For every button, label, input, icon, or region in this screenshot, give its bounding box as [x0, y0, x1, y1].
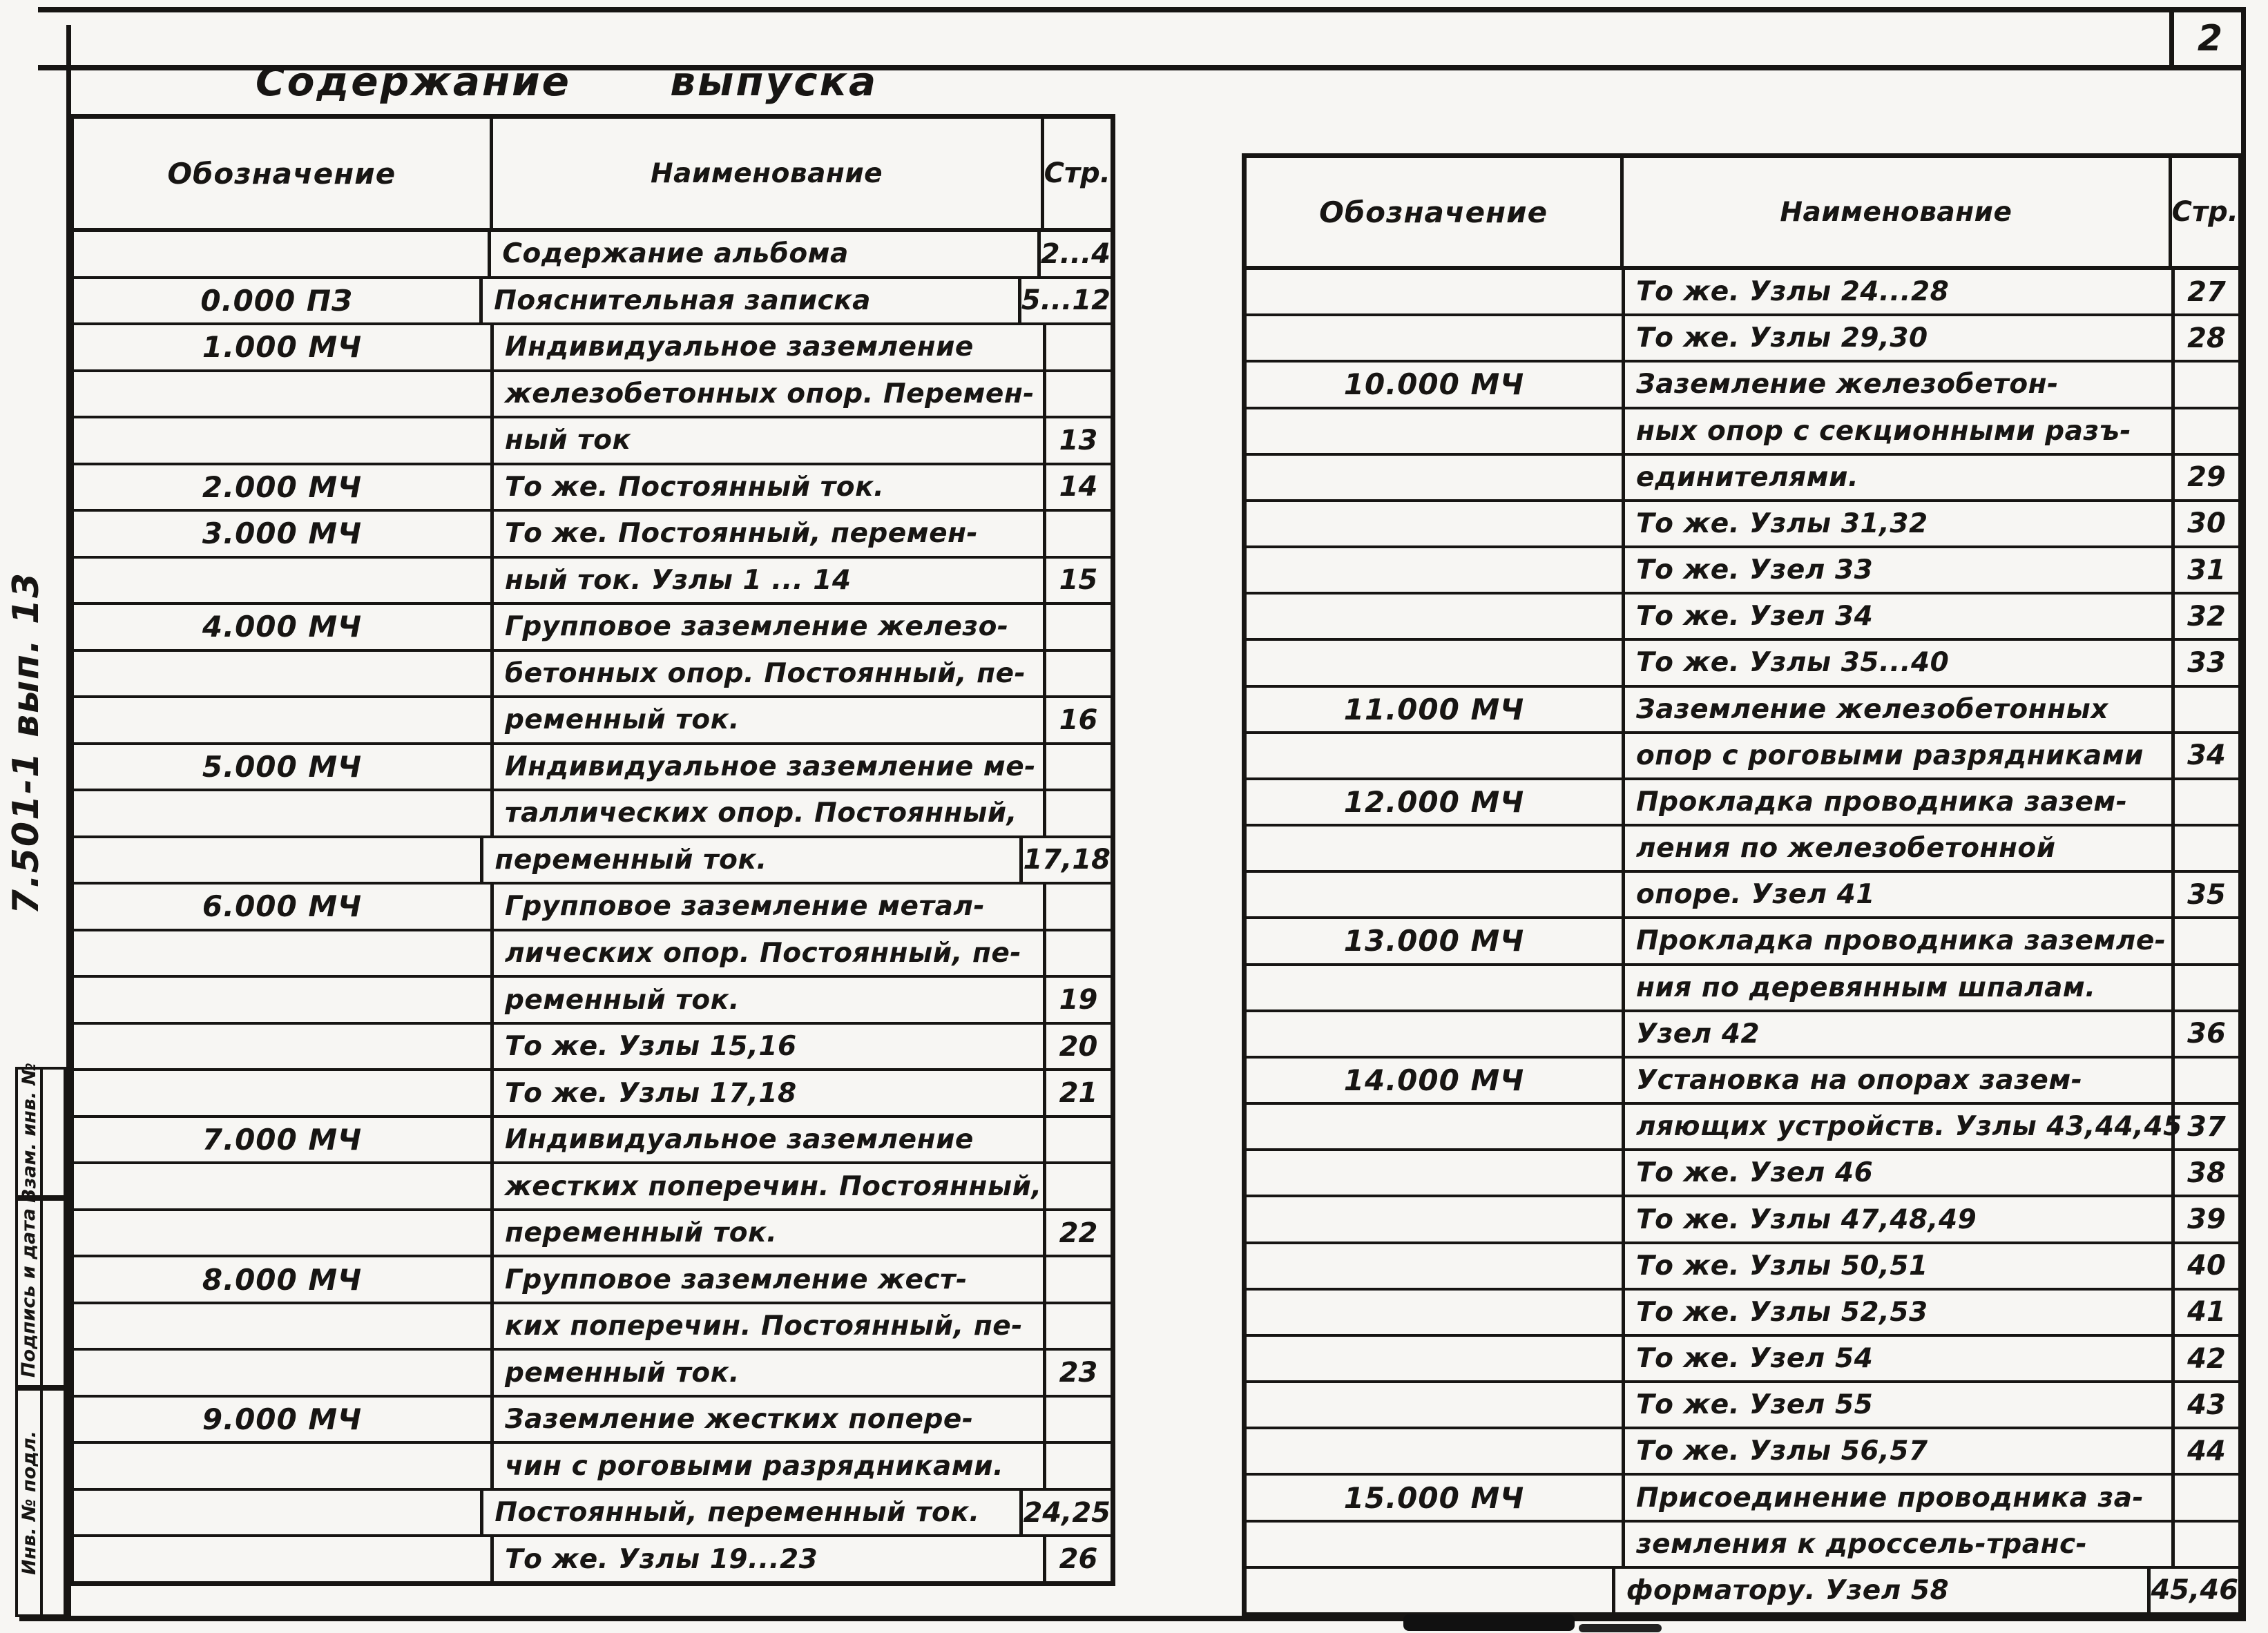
- stamp-box-podpis-data: [15, 1198, 66, 1388]
- cell-name: ременный ток.: [494, 978, 1046, 1022]
- cell-page: 24,25: [1023, 1496, 1111, 1529]
- table-header: [74, 119, 1111, 232]
- cell-name: То же. Узлы 19...23: [494, 1537, 1046, 1581]
- cell-name: ременный ток.: [494, 698, 1046, 742]
- cell-name: Прокладка проводника заземле-: [1625, 919, 2175, 963]
- cell-designation: [74, 1164, 494, 1208]
- table-row: [74, 325, 1111, 372]
- cell-page: 28: [2187, 322, 2226, 354]
- cell-designation: 13.000 МЧ: [1247, 919, 1625, 963]
- cell-designation: [74, 1444, 494, 1488]
- table-row: [74, 885, 1111, 931]
- cell-designation: 0.000 ПЗ: [74, 279, 483, 323]
- cell-name: То же. Узлы 17,18: [494, 1071, 1046, 1115]
- cell-page: [1046, 1257, 1111, 1302]
- table-row: [1247, 966, 2238, 1012]
- table-row: [74, 1257, 1111, 1304]
- cell-designation: [1247, 456, 1625, 499]
- table-row: [74, 605, 1111, 652]
- cell-page: [2175, 966, 2238, 1009]
- cell-page: 38: [2187, 1157, 2226, 1189]
- table-row: [1247, 827, 2238, 873]
- table-row: [74, 232, 1111, 279]
- cell-page: [2175, 827, 2238, 870]
- cell-name: бетонных опор. Постоянный, пе-: [494, 652, 1046, 696]
- table-row: [74, 745, 1111, 792]
- cell-designation: [1247, 595, 1625, 638]
- cell-designation: [1247, 1244, 1625, 1288]
- table-row: [74, 279, 1111, 326]
- cell-designation: [74, 1351, 494, 1395]
- cell-name: Заземление жестких попере-: [494, 1398, 1046, 1442]
- cell-designation: [74, 232, 491, 276]
- cell-designation: [74, 1071, 494, 1115]
- cell-page: 13: [1059, 424, 1098, 456]
- table-row: [74, 1444, 1111, 1491]
- cell-name: Установка на опорах зазем-: [1625, 1059, 2175, 1102]
- cell-name: ких поперечин. Постоянный, пе-: [494, 1304, 1046, 1349]
- cell-designation: [1247, 1291, 1625, 1334]
- header-page: Стр.: [2171, 196, 2238, 228]
- cell-page: 39: [2187, 1204, 2226, 1236]
- table-header: [1247, 158, 2238, 270]
- cell-designation: [74, 1304, 494, 1349]
- cell-designation: [1247, 270, 1625, 313]
- contents-table-left: [69, 114, 1115, 1586]
- cell-page: 26: [1059, 1543, 1098, 1576]
- cell-designation: [74, 698, 494, 742]
- table-row: [1247, 1383, 2238, 1429]
- cell-designation: [1247, 641, 1625, 684]
- table-row: [1247, 1429, 2238, 1476]
- cell-designation: 14.000 МЧ: [1247, 1059, 1625, 1102]
- cell-designation: [74, 1025, 494, 1069]
- table-row: [1247, 1476, 2238, 1522]
- table-row: [1247, 919, 2238, 965]
- cell-name: То же. Узлы 29,30: [1625, 316, 2175, 360]
- table-row: [74, 1491, 1111, 1538]
- cell-page: [1046, 1164, 1111, 1208]
- cell-name: То же. Узел 55: [1625, 1383, 2175, 1427]
- cell-name: переменный ток.: [494, 1211, 1046, 1255]
- cell-page: 2...4: [1040, 238, 1111, 270]
- cell-name: То же. Узлы 35...40: [1625, 641, 2175, 684]
- cell-designation: [74, 652, 494, 696]
- cell-designation: [74, 1491, 483, 1535]
- cell-designation: [74, 1537, 494, 1581]
- table-row: [74, 1025, 1111, 1072]
- cell-designation: [74, 791, 494, 835]
- cell-page: 35: [2187, 878, 2226, 911]
- cell-designation: 9.000 МЧ: [74, 1398, 494, 1442]
- cell-page: 40: [2187, 1250, 2226, 1282]
- cell-page: [2175, 1059, 2238, 1102]
- table-row: [1247, 641, 2238, 687]
- cell-name: Пояснительная записка: [483, 279, 1021, 323]
- table-row: [74, 652, 1111, 699]
- cell-name: Индивидуальное заземление ме-: [494, 745, 1046, 789]
- cell-designation: [1247, 1523, 1625, 1566]
- table-row: [1247, 595, 2238, 641]
- cell-page: [2175, 688, 2238, 731]
- table-row: [1247, 1337, 2238, 1383]
- cell-page: 17,18: [1023, 844, 1111, 876]
- cell-name: То же. Узел 46: [1625, 1151, 2175, 1195]
- cell-page: 16: [1059, 704, 1098, 736]
- table-row: [74, 1211, 1111, 1258]
- cell-designation: [1247, 409, 1625, 453]
- cell-page: 14: [1059, 471, 1098, 503]
- table-row: [74, 978, 1111, 1025]
- cell-page: 33: [2187, 646, 2226, 679]
- cell-name: Заземление железобетонных: [1625, 688, 2175, 731]
- cell-name: жестких поперечин. Постоянный,: [494, 1164, 1046, 1208]
- table-row: [74, 1118, 1111, 1165]
- cell-page: [1046, 885, 1111, 929]
- cell-designation: [74, 1211, 494, 1255]
- cell-name: То же. Узлы 56,57: [1625, 1429, 2175, 1473]
- table-row: [74, 372, 1111, 419]
- table-row: [74, 838, 1111, 885]
- cell-page: 5...12: [1021, 284, 1111, 317]
- table-row: [1247, 1291, 2238, 1337]
- cell-name: То же. Постоянный, перемен-: [494, 512, 1046, 556]
- cell-name: Присоединение проводника за-: [1625, 1476, 2175, 1519]
- cell-designation: [1247, 827, 1625, 870]
- cell-name: ременный ток.: [494, 1351, 1046, 1395]
- cell-designation: 15.000 МЧ: [1247, 1476, 1625, 1519]
- cell-page: [1046, 325, 1111, 369]
- cell-name: Индивидуальное заземление: [494, 1118, 1046, 1162]
- cell-designation: [1247, 316, 1625, 360]
- table-row: [74, 698, 1111, 745]
- cell-page: 31: [2187, 554, 2226, 586]
- cell-name: ный ток. Узлы 1 ... 14: [494, 559, 1046, 603]
- table-row: [1247, 1244, 2238, 1291]
- cell-designation: [1247, 548, 1625, 592]
- cell-name: переменный ток.: [483, 838, 1023, 882]
- cell-page: [1046, 931, 1111, 976]
- stamp-box-vzam-inv: [15, 1062, 66, 1203]
- cell-page: 36: [2187, 1018, 2226, 1050]
- cell-designation: 8.000 МЧ: [74, 1257, 494, 1302]
- cell-designation: [74, 931, 494, 976]
- cell-page: 20: [1059, 1030, 1098, 1063]
- cell-designation: [74, 838, 483, 882]
- scan-smudge: [1403, 1614, 1575, 1631]
- cell-name: ления по железобетонной: [1625, 827, 2175, 870]
- cell-name: земления к дроссель-транс-: [1625, 1523, 2175, 1566]
- cell-designation: 2.000 МЧ: [74, 465, 494, 510]
- cell-page: 22: [1059, 1217, 1098, 1249]
- cell-designation: [1247, 1151, 1625, 1195]
- cell-page: 43: [2187, 1389, 2226, 1421]
- cell-name: ляющих устройств. Узлы 43,44,45: [1625, 1105, 2175, 1148]
- cell-designation: 10.000 МЧ: [1247, 363, 1625, 406]
- cell-name: Содержание альбома: [491, 232, 1040, 276]
- cell-designation: [1247, 873, 1625, 916]
- cell-page: [1046, 1444, 1111, 1488]
- table-row: [1247, 1569, 2238, 1612]
- cell-designation: 12.000 МЧ: [1247, 780, 1625, 824]
- table-row: [74, 512, 1111, 559]
- cell-page: 21: [1059, 1077, 1098, 1110]
- header-name: Наименование: [1624, 158, 2171, 266]
- cell-name: То же. Узел 33: [1625, 548, 2175, 592]
- cell-page: 30: [2187, 508, 2226, 540]
- table-row: [1247, 363, 2238, 409]
- contents-table-right: [1242, 153, 2243, 1617]
- cell-page: 41: [2187, 1296, 2226, 1328]
- cell-name: То же. Узлы 31,32: [1625, 502, 2175, 545]
- table-row: [74, 1304, 1111, 1351]
- table-row: [74, 1164, 1111, 1211]
- cell-name: опор с роговыми разрядниками: [1625, 734, 2175, 777]
- cell-name: лических опор. Постоянный, пе-: [494, 931, 1046, 976]
- cell-name: ных опор с секционными разъ-: [1625, 409, 2175, 453]
- cell-designation: [1247, 966, 1625, 1009]
- stamp-label-vzam-inv: Взам. инв. №: [18, 1062, 40, 1203]
- stamp-label-podpis-data: Подпись и дата: [18, 1208, 40, 1378]
- cell-designation: [1247, 1429, 1625, 1473]
- table-row: [1247, 316, 2238, 363]
- cell-designation: [1247, 502, 1625, 545]
- table-row: [1247, 1523, 2238, 1569]
- cell-name: То же. Узлы 15,16: [494, 1025, 1046, 1069]
- cell-name: То же. Узел 34: [1625, 595, 2175, 638]
- cell-name: Групповое заземление жест-: [494, 1257, 1046, 1302]
- page-title: Содержание выпуска: [256, 58, 878, 105]
- cell-designation: [1247, 1012, 1625, 1056]
- cell-name: единителями.: [1625, 456, 2175, 499]
- stamp-box-inv-podl: [15, 1388, 66, 1617]
- table-row: [74, 559, 1111, 606]
- cell-page: [2175, 409, 2238, 453]
- table-row: [1247, 270, 2238, 316]
- cell-page: 44: [2187, 1435, 2226, 1467]
- stamp-label-inv-podl: Инв. № подл.: [18, 1430, 40, 1575]
- cell-page: [2175, 1476, 2238, 1519]
- cell-designation: [1247, 1337, 1625, 1380]
- cell-name: форматору. Узел 58: [1615, 1569, 2151, 1612]
- cell-name: То же. Узлы 47,48,49: [1625, 1197, 2175, 1241]
- cell-designation: 1.000 МЧ: [74, 325, 494, 369]
- header-page: Стр.: [1044, 157, 1111, 189]
- cell-page: [2175, 1523, 2238, 1566]
- cell-designation: [74, 559, 494, 603]
- table-row: [74, 1537, 1111, 1581]
- cell-name: Групповое заземление железо-: [494, 605, 1046, 649]
- cell-name: То же. Узлы 50,51: [1625, 1244, 2175, 1288]
- cell-designation: 11.000 МЧ: [1247, 688, 1625, 731]
- cell-designation: [74, 372, 494, 416]
- cell-page: 45,46: [2151, 1574, 2238, 1607]
- table-row: [1247, 780, 2238, 827]
- table-row: [74, 791, 1111, 838]
- cell-page: 32: [2187, 600, 2226, 632]
- table-row: [1247, 548, 2238, 595]
- cell-designation: [74, 978, 494, 1022]
- cell-name: опоре. Узел 41: [1625, 873, 2175, 916]
- cell-page: 19: [1059, 984, 1098, 1016]
- cell-name: То же. Узлы 24...28: [1625, 270, 2175, 313]
- cell-page: 37: [2187, 1110, 2226, 1143]
- cell-page: 42: [2187, 1342, 2226, 1375]
- table-row: [1247, 873, 2238, 919]
- cell-designation: 3.000 МЧ: [74, 512, 494, 556]
- cell-page: [1046, 745, 1111, 789]
- cell-name: Групповое заземление метал-: [494, 885, 1046, 929]
- cell-name: То же. Узлы 52,53: [1625, 1291, 2175, 1334]
- cell-page: 29: [2187, 461, 2226, 494]
- cell-name: железобетонных опор. Перемен-: [494, 372, 1046, 416]
- cell-designation: [1247, 734, 1625, 777]
- cell-page: [1046, 512, 1111, 556]
- table-row: [1247, 409, 2238, 456]
- cell-name: Прокладка проводника зазем-: [1625, 780, 2175, 824]
- table-row: [74, 465, 1111, 512]
- cell-name: Заземление железобетон-: [1625, 363, 2175, 406]
- table-row: [74, 1398, 1111, 1444]
- cell-page: [1046, 372, 1111, 416]
- cell-page: [1046, 791, 1111, 835]
- table-row: [1247, 1197, 2238, 1244]
- table-row: [74, 418, 1111, 465]
- table-row: [1247, 456, 2238, 502]
- cell-designation: [1247, 1197, 1625, 1241]
- table-row: [1247, 688, 2238, 734]
- cell-page: [2175, 780, 2238, 824]
- cell-page: [1046, 652, 1111, 696]
- table-row: [1247, 502, 2238, 548]
- cell-name: Узел 42: [1625, 1012, 2175, 1056]
- cell-page: 34: [2187, 740, 2226, 772]
- header-designation: Обозначение: [74, 119, 493, 228]
- cell-page: [2175, 919, 2238, 963]
- cell-name: чин с роговыми разрядниками.: [494, 1444, 1046, 1488]
- cell-name: таллических опор. Постоянный,: [494, 791, 1046, 835]
- cell-name: Постоянный, переменный ток.: [483, 1491, 1023, 1535]
- table-row: [74, 931, 1111, 978]
- cell-designation: 6.000 МЧ: [74, 885, 494, 929]
- cell-designation: [1247, 1569, 1615, 1612]
- header-designation: Обозначение: [1247, 158, 1624, 266]
- table-row: [74, 1071, 1111, 1118]
- cell-name: ния по деревянным шпалам.: [1625, 966, 2175, 1009]
- cell-designation: 5.000 МЧ: [74, 745, 494, 789]
- cell-name: То же. Постоянный ток.: [494, 465, 1046, 510]
- cell-page: [1046, 1304, 1111, 1349]
- cell-name: Индивидуальное заземление: [494, 325, 1046, 369]
- cell-page: [1046, 1398, 1111, 1442]
- header-name: Наименование: [493, 119, 1044, 228]
- cell-designation: 7.000 МЧ: [74, 1118, 494, 1162]
- cell-page: 15: [1059, 564, 1098, 597]
- cell-designation: [1247, 1105, 1625, 1148]
- table-row: [1247, 1151, 2238, 1197]
- table-row: [1247, 1012, 2238, 1059]
- cell-name: То же. Узел 54: [1625, 1337, 2175, 1380]
- cell-page: 23: [1059, 1357, 1098, 1389]
- cell-designation: [1247, 1383, 1625, 1427]
- album-designation-label: 7.501-1 вып. 13: [6, 571, 47, 915]
- cell-page: [1046, 1118, 1111, 1162]
- table-row: [1247, 1105, 2238, 1151]
- table-row: [1247, 734, 2238, 780]
- cell-page: [1046, 605, 1111, 649]
- scan-smudge: [1579, 1624, 1662, 1632]
- cell-page: [2175, 363, 2238, 406]
- table-row: [1247, 1059, 2238, 1105]
- cell-designation: [74, 418, 494, 463]
- cell-page: 27: [2187, 276, 2226, 308]
- cell-designation: 4.000 МЧ: [74, 605, 494, 649]
- page-number: 2: [2169, 12, 2246, 65]
- cell-name: ный ток: [494, 418, 1046, 463]
- table-row: [74, 1351, 1111, 1398]
